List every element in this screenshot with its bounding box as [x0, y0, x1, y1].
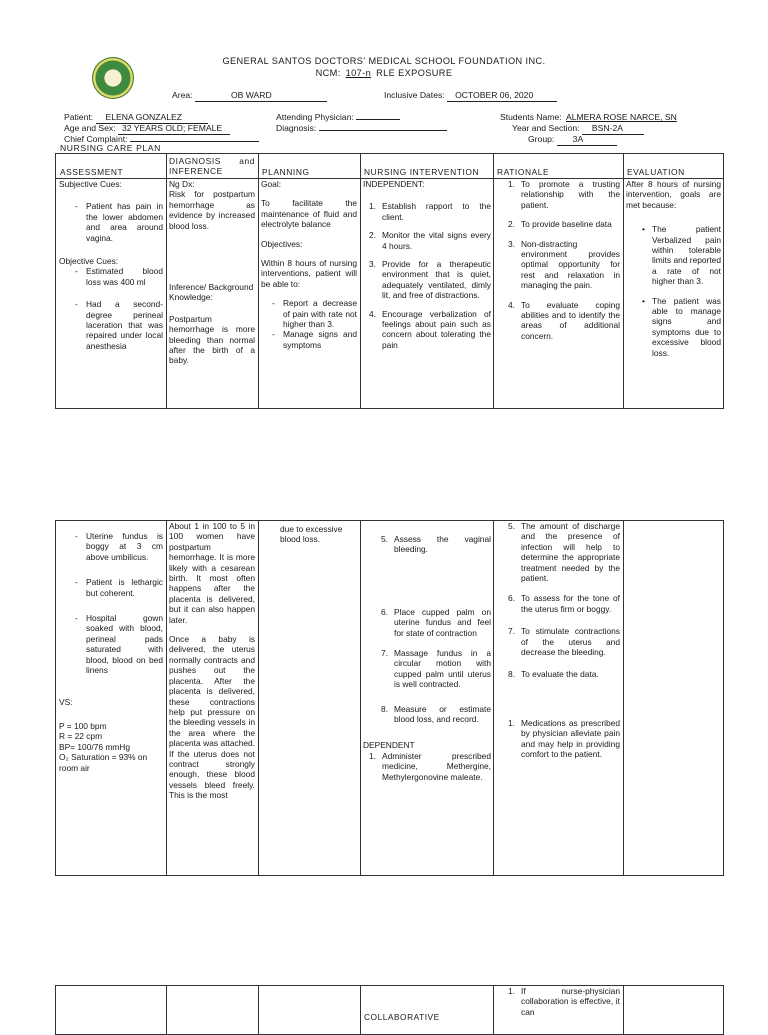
col-planning: PLANNING: [262, 167, 310, 177]
care-plan-table-page-2: [55, 520, 724, 876]
school-name: GENERAL SANTOS DOCTORS' MEDICAL SCHOOL FOUNDATION INC.: [222, 56, 546, 66]
list-item: 6. Place cupped palm on uterine fundus and feel for state of contraction: [381, 606, 491, 638]
list-item: 4. Encourage verbalization of feelings about pain such as concern about tolerating the pain: [369, 308, 491, 350]
list-item: 3. Non-distracting environment provides optimal opportunity for rest and relaxation in managing the pain.: [508, 238, 620, 291]
list-item: - Report a decrease of pain with rate not higher than 3.: [283, 298, 357, 329]
list-item: 1. To promote a trusting relationship with the patient.: [508, 179, 620, 210]
list-item: - Uterine fundus is boggy at 3 cm above umbilicus.: [86, 531, 163, 562]
list-item: • The patient Verbalized pain within tolerable limits and reported a rate of not higher than 3.: [652, 224, 721, 286]
col-intervention: NURSING INTERVENTION: [364, 167, 480, 177]
assessment-cell: [59, 531, 163, 773]
list-item: 8. Measure or estimate blood loss, and record.: [381, 703, 491, 725]
ncm-line: NCM: 107-n RLE EXPOSURE: [315, 68, 453, 78]
physician-field: Attending Physician:: [276, 112, 400, 123]
list-item: 5. The amount of discharge and the presence of infection will help to determine the appropriate treatment needed by the patient.: [508, 521, 620, 584]
rationale-cell: [496, 521, 620, 760]
col-diagnosis: DIAGNOSIS and INFERENCE: [169, 156, 255, 177]
rationale-cell: [496, 986, 620, 1017]
vital-signs: [59, 721, 163, 773]
year-section-field: Year and Section: BSN-2A: [512, 123, 644, 135]
goal-text: To facilitate the maintenance of fluid and electrolyte balance: [261, 198, 357, 230]
chief-complaint-field: Chief Complaint:: [64, 134, 259, 145]
care-plan-table-page-1: [55, 153, 724, 409]
area-field: Area: OB WARD: [172, 90, 327, 102]
student-name-field: Students Name: ALMERA ROSE NARCE, SN: [500, 112, 677, 122]
group-field: Group: 3A: [528, 134, 617, 146]
list-item: 1. Medications as prescribed by physician alleviate pain and may help in providing comfort to the patient.: [508, 717, 620, 760]
list-item: - Estimated blood loss was 400 ml: [86, 266, 163, 287]
list-item: - Patient is lethargic but coherent.: [86, 577, 163, 598]
list-item: - Hospital gown soaked with blood, perineal pads saturated with blood, blood on bed linens: [86, 613, 163, 675]
vital-bp: BP= 100/76 mmHg: [59, 741, 130, 752]
list-item: 1. Administer prescribed medicine, Methergine, Methylergonovine maleate.: [369, 750, 491, 782]
patient-field: Patient: ELENA GONZALEZ: [64, 112, 208, 124]
rationale-cell: [496, 179, 620, 341]
vs-label: VS:: [59, 697, 73, 708]
care-plan-table-page-3: [55, 985, 724, 1035]
subjective-label: Subjective Cues:: [59, 179, 122, 189]
list-item: 7. Massage fundus in a circular motion with cupped palm until uterus is well contracted.: [381, 648, 491, 690]
list-item: • The patient was able to manage signs and symptoms due to excessive blood loss.: [652, 296, 721, 358]
inference-text: Postpartum hemorrhage is more bleeding than normal after the birth of a baby.: [169, 313, 255, 366]
objectives-label: Objectives:: [261, 238, 303, 249]
diagnosis-cell: [169, 179, 255, 366]
list-item: 2. To provide baseline data: [508, 219, 612, 230]
nursing-care-plan-title: NURSING CARE PLAN: [60, 143, 161, 153]
list-item: - Patient has pain in the lower abdomen and area around vagina.: [86, 201, 163, 243]
list-item: 4. To evaluate coping abilities and to identify the areas of additional concern.: [508, 299, 620, 341]
list-item: - Manage signs and symptoms: [283, 329, 357, 350]
list-item: - Had a second-degree perineal laceration that was repaired under local anesthesia: [86, 299, 163, 351]
independent-label: INDEPENDENT:: [363, 179, 425, 189]
inference-label: Inference/ Background Knowledge:: [169, 282, 254, 303]
col-evaluation: EVALUATION: [627, 167, 685, 177]
inference-continued-1: About 1 in 100 to 5 in 100 women have postpartum hemorrhage. It is more likely with a cesarean birth. It most often happens after the placenta is delivered, but it can also happen later.: [169, 521, 255, 625]
list-item: 6. To assess for the tone of the uterus firm or boggy.: [508, 593, 620, 614]
planning-cell: [261, 179, 357, 350]
collaborative-label: COLLABORATIVE: [364, 1012, 440, 1022]
list-item: 1. Establish rapport to the client.: [369, 201, 491, 222]
col-rationale: RATIONALE: [497, 167, 550, 177]
dates-field: Inclusive Dates: OCTOBER 06, 2020: [384, 90, 557, 102]
objective-label: Objective Cues:: [59, 256, 119, 267]
list-item: 2. Monitor the vital signs every 4 hours.: [369, 230, 491, 251]
objectives-intro: Within 8 hours of nursing interventions, patient will be able to:: [261, 258, 357, 289]
inference-continued-2: Once a baby is delivered, the uterus normally contracts and pushes out the placenta. After the placenta is delivered, these contractions help put pressure on the bleeding vessels in the area where the placenta was attached. If the uterus does not contract strongly enough, these blood vessels bleed freely. This is the most: [169, 634, 255, 801]
dependent-label: DEPENDENT: [363, 740, 415, 751]
ngdx-label: Ng Dx:: [169, 179, 195, 189]
nursing-diagnosis: Risk for postpartum hemorrhage as evidence by increased blood loss.: [169, 189, 255, 231]
intervention-cell: [363, 534, 491, 782]
diagnosis-field: Diagnosis:: [276, 123, 447, 134]
evaluation-intro: After 8 hours of nursing intervention, goals are met because:: [626, 179, 721, 210]
age-sex-field: Age and Sex: 32 YEARS OLD; FEMALE: [64, 123, 230, 135]
list-item: 3. Provide for a therapeutic environment that is quiet, adequately ventilated, dimly lit, and free of distractions.: [369, 259, 491, 301]
col-assessment: ASSESSMENT: [60, 167, 124, 177]
intervention-cell: [363, 179, 491, 350]
vital-pulse: P = 100 bpm: [59, 720, 107, 731]
list-item: 5. Assess the vaginal bleeding.: [381, 534, 491, 555]
vital-respiration: R = 22 cpm: [59, 731, 103, 742]
list-item: 8. To evaluate the data.: [508, 669, 599, 680]
goal-label: Goal:: [261, 179, 282, 189]
evaluation-cell: [626, 179, 721, 358]
list-item: 1. If nurse-physician collaboration is effective, it can: [508, 986, 620, 1017]
assessment-cell: [59, 179, 163, 351]
vital-o2: O₂ Saturation = 93% on room air: [59, 752, 148, 773]
planning-cell: due to excessive blood loss.: [280, 524, 343, 545]
diagnosis-cell: [169, 521, 255, 801]
list-item: 7. To stimulate contractions of the uterus and decrease the bleeding.: [508, 626, 620, 658]
